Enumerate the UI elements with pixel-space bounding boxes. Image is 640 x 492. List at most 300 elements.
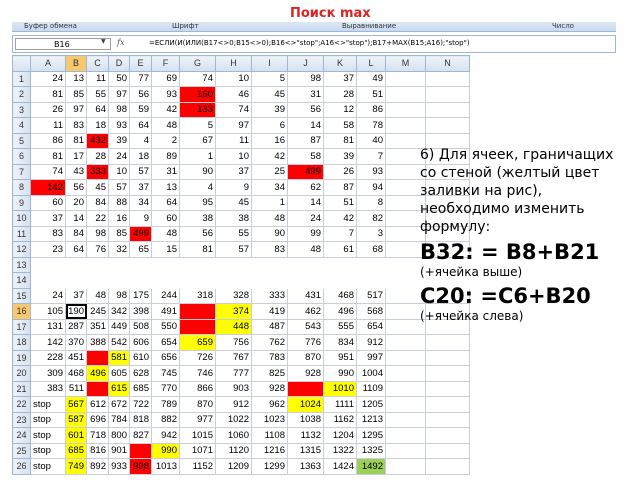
cell-e10[interactable]: 9: [130, 211, 152, 227]
cell-m1[interactable]: [386, 71, 426, 87]
cell-i17[interactable]: 487: [252, 319, 288, 335]
cell-n22[interactable]: [426, 397, 470, 413]
row-header-25[interactable]: 25: [13, 443, 31, 459]
cell-h12[interactable]: 57: [216, 242, 252, 258]
cell-b14[interactable]: [66, 273, 87, 289]
cell-i16[interactable]: 419: [252, 304, 288, 320]
cell-i8[interactable]: 34: [252, 180, 288, 196]
cell-e23[interactable]: 818: [130, 412, 152, 428]
cell-j21[interactable]: [288, 381, 324, 397]
cell-j6[interactable]: 58: [288, 149, 324, 165]
cell-k4[interactable]: 58: [324, 118, 357, 134]
cell-c14[interactable]: [87, 273, 109, 289]
cell-l15[interactable]: 517: [357, 288, 386, 304]
cell-m3[interactable]: [386, 102, 426, 118]
cell-c18[interactable]: 388: [87, 335, 109, 351]
cell-k6[interactable]: 39: [324, 149, 357, 165]
cell-n1[interactable]: [426, 71, 470, 87]
cell-f17[interactable]: 550: [152, 319, 180, 335]
cell-g24[interactable]: 1015: [180, 428, 216, 444]
cell-f20[interactable]: 745: [152, 366, 180, 382]
cell-n25[interactable]: [426, 443, 470, 459]
cell-j4[interactable]: 14: [288, 118, 324, 134]
cell-a18[interactable]: 142: [31, 335, 66, 351]
cell-g18[interactable]: 659: [180, 335, 216, 351]
chevron-down-icon[interactable]: ▼: [101, 38, 106, 45]
cell-e18[interactable]: 606: [130, 335, 152, 351]
cell-b26[interactable]: 749: [66, 459, 87, 475]
cell-g16[interactable]: [180, 304, 216, 320]
column-header-j[interactable]: J: [288, 56, 324, 72]
cell-a9[interactable]: 60: [31, 195, 66, 211]
row-header-12[interactable]: 12: [13, 242, 31, 258]
cell-k11[interactable]: 7: [324, 226, 357, 242]
cell-d6[interactable]: 24: [109, 149, 130, 165]
cell-m26[interactable]: [386, 459, 426, 475]
cell-i3[interactable]: 39: [252, 102, 288, 118]
cell-f7[interactable]: 31: [152, 164, 180, 180]
column-header-l[interactable]: L: [357, 56, 386, 72]
cell-a10[interactable]: 37: [31, 211, 66, 227]
cell-f12[interactable]: 15: [152, 242, 180, 258]
cell-a14[interactable]: [31, 273, 66, 289]
cell-c16[interactable]: 245: [87, 304, 109, 320]
cell-e2[interactable]: 56: [130, 87, 152, 103]
cell-b12[interactable]: 64: [66, 242, 87, 258]
cell-h21[interactable]: 903: [216, 381, 252, 397]
cell-g20[interactable]: 746: [180, 366, 216, 382]
cell-a16[interactable]: 105: [31, 304, 66, 320]
cell-m24[interactable]: [386, 428, 426, 444]
cell-f11[interactable]: 48: [152, 226, 180, 242]
column-header-c[interactable]: C: [87, 56, 109, 72]
formula-input[interactable]: =ЕСЛИ(И(ИЛИ(B17<>0;B15<>0);B16<>"stop";A16<>"stop");B17+MAX(B15;A16);"stop"): [149, 39, 470, 47]
cell-l13[interactable]: [357, 257, 386, 273]
cell-f26[interactable]: 1013: [152, 459, 180, 475]
cell-j18[interactable]: 776: [288, 335, 324, 351]
cell-j25[interactable]: 1315: [288, 443, 324, 459]
column-header-f[interactable]: F: [152, 56, 180, 72]
cell-c13[interactable]: [87, 257, 109, 273]
cell-f25[interactable]: 990: [152, 443, 180, 459]
cell-e8[interactable]: 37: [130, 180, 152, 196]
cell-g6[interactable]: 1: [180, 149, 216, 165]
cell-b2[interactable]: 85: [66, 87, 87, 103]
cell-m23[interactable]: [386, 412, 426, 428]
cell-j22[interactable]: 1024: [288, 397, 324, 413]
cell-e22[interactable]: 722: [130, 397, 152, 413]
row-header-19[interactable]: 19: [13, 350, 31, 366]
cell-l7[interactable]: 93: [357, 164, 386, 180]
cell-g21[interactable]: 866: [180, 381, 216, 397]
cell-e20[interactable]: 628: [130, 366, 152, 382]
cell-c22[interactable]: 612: [87, 397, 109, 413]
row-header-22[interactable]: 22: [13, 397, 31, 413]
cell-a11[interactable]: 83: [31, 226, 66, 242]
cell-i20[interactable]: 825: [252, 366, 288, 382]
cell-n20[interactable]: [426, 366, 470, 382]
cell-n21[interactable]: [426, 381, 470, 397]
cell-a25[interactable]: stop: [31, 443, 66, 459]
cell-f2[interactable]: 93: [152, 87, 180, 103]
cell-g17[interactable]: [180, 319, 216, 335]
cell-d5[interactable]: 39: [109, 133, 130, 149]
cell-b22[interactable]: 567: [66, 397, 87, 413]
column-header-a[interactable]: A: [31, 56, 66, 72]
cell-g11[interactable]: 56: [180, 226, 216, 242]
row-header-18[interactable]: 18: [13, 335, 31, 351]
cell-h2[interactable]: 46: [216, 87, 252, 103]
cell-c24[interactable]: 718: [87, 428, 109, 444]
cell-g22[interactable]: 870: [180, 397, 216, 413]
cell-a15[interactable]: 24: [31, 288, 66, 304]
cell-j7[interactable]: 499: [288, 164, 324, 180]
row-header-21[interactable]: 21: [13, 381, 31, 397]
column-header-h[interactable]: H: [216, 56, 252, 72]
row-header-15[interactable]: 15: [13, 288, 31, 304]
cell-g9[interactable]: 95: [180, 195, 216, 211]
cell-h20[interactable]: 777: [216, 366, 252, 382]
column-header-n[interactable]: N: [426, 56, 470, 72]
cell-m2[interactable]: [386, 87, 426, 103]
cell-j1[interactable]: 98: [288, 71, 324, 87]
cell-i23[interactable]: 1023: [252, 412, 288, 428]
cell-d10[interactable]: 16: [109, 211, 130, 227]
select-all-corner[interactable]: [13, 56, 31, 72]
cell-j11[interactable]: 99: [288, 226, 324, 242]
cell-m22[interactable]: [386, 397, 426, 413]
row-header-10[interactable]: 10: [13, 211, 31, 227]
cell-k17[interactable]: 555: [324, 319, 357, 335]
cell-b25[interactable]: 685: [66, 443, 87, 459]
cell-i9[interactable]: 1: [252, 195, 288, 211]
cell-d8[interactable]: 57: [109, 180, 130, 196]
cell-f10[interactable]: 60: [152, 211, 180, 227]
cell-e13[interactable]: [130, 257, 152, 273]
cell-b1[interactable]: 13: [66, 71, 87, 87]
cell-e25[interactable]: [130, 443, 152, 459]
cell-d9[interactable]: 88: [109, 195, 130, 211]
cell-j12[interactable]: 48: [288, 242, 324, 258]
cell-g14[interactable]: [180, 273, 216, 289]
cell-l1[interactable]: 49: [357, 71, 386, 87]
cell-f4[interactable]: 48: [152, 118, 180, 134]
cell-l5[interactable]: 40: [357, 133, 386, 149]
cell-d14[interactable]: [109, 273, 130, 289]
cell-k25[interactable]: 1322: [324, 443, 357, 459]
cell-a6[interactable]: 81: [31, 149, 66, 165]
row-header-26[interactable]: 26: [13, 459, 31, 475]
cell-j17[interactable]: 543: [288, 319, 324, 335]
column-header-m[interactable]: M: [386, 56, 426, 72]
cell-h3[interactable]: 74: [216, 102, 252, 118]
cell-l11[interactable]: 3: [357, 226, 386, 242]
cell-j8[interactable]: 62: [288, 180, 324, 196]
cell-c25[interactable]: 816: [87, 443, 109, 459]
cell-c15[interactable]: 48: [87, 288, 109, 304]
cell-g1[interactable]: 74: [180, 71, 216, 87]
cell-e3[interactable]: 59: [130, 102, 152, 118]
ribbon-group-clipboard[interactable]: Буфер обмена: [24, 22, 77, 30]
cell-e9[interactable]: 34: [130, 195, 152, 211]
cell-k8[interactable]: 87: [324, 180, 357, 196]
column-header-e[interactable]: E: [130, 56, 152, 72]
row-header-20[interactable]: 20: [13, 366, 31, 382]
cell-k13[interactable]: [324, 257, 357, 273]
cell-e24[interactable]: 827: [130, 428, 152, 444]
cell-h13[interactable]: [216, 257, 252, 273]
cell-c3[interactable]: 64: [87, 102, 109, 118]
cell-e16[interactable]: 398: [130, 304, 152, 320]
cell-f6[interactable]: 89: [152, 149, 180, 165]
cell-m18[interactable]: [386, 335, 426, 351]
cell-d2[interactable]: 97: [109, 87, 130, 103]
cell-g15[interactable]: 318: [180, 288, 216, 304]
row-header-16[interactable]: 16: [13, 304, 31, 320]
cell-k26[interactable]: 1424: [324, 459, 357, 475]
cell-e6[interactable]: 18: [130, 149, 152, 165]
cell-k5[interactable]: 81: [324, 133, 357, 149]
cell-a19[interactable]: 228: [31, 350, 66, 366]
cell-h24[interactable]: 1060: [216, 428, 252, 444]
cell-g12[interactable]: 81: [180, 242, 216, 258]
cell-h5[interactable]: 11: [216, 133, 252, 149]
cell-h7[interactable]: 37: [216, 164, 252, 180]
cell-h1[interactable]: 10: [216, 71, 252, 87]
ribbon-group-alignment[interactable]: Выравнивание: [342, 22, 397, 30]
cell-n4[interactable]: [426, 118, 470, 134]
cell-d23[interactable]: 784: [109, 412, 130, 428]
cell-k14[interactable]: [324, 273, 357, 289]
row-header-8[interactable]: 8: [13, 180, 31, 196]
cell-e19[interactable]: 610: [130, 350, 152, 366]
cell-f1[interactable]: 69: [152, 71, 180, 87]
cell-c8[interactable]: 45: [87, 180, 109, 196]
cell-m20[interactable]: [386, 366, 426, 382]
cell-l18[interactable]: 912: [357, 335, 386, 351]
cell-g19[interactable]: 726: [180, 350, 216, 366]
cell-i1[interactable]: 5: [252, 71, 288, 87]
cell-e26[interactable]: 998: [130, 459, 152, 475]
cell-f13[interactable]: [152, 257, 180, 273]
cell-h6[interactable]: 10: [216, 149, 252, 165]
cell-f9[interactable]: 64: [152, 195, 180, 211]
column-header-i[interactable]: I: [252, 56, 288, 72]
cell-k19[interactable]: 951: [324, 350, 357, 366]
cell-i12[interactable]: 83: [252, 242, 288, 258]
cell-e5[interactable]: 4: [130, 133, 152, 149]
cell-a23[interactable]: stop: [31, 412, 66, 428]
cell-j5[interactable]: 87: [288, 133, 324, 149]
cell-g2[interactable]: 160: [180, 87, 216, 103]
cell-j23[interactable]: 1038: [288, 412, 324, 428]
row-header-23[interactable]: 23: [13, 412, 31, 428]
cell-g10[interactable]: 38: [180, 211, 216, 227]
cell-b4[interactable]: 83: [66, 118, 87, 134]
cell-d25[interactable]: 901: [109, 443, 130, 459]
row-header-2[interactable]: 2: [13, 87, 31, 103]
cell-h16[interactable]: 374: [216, 304, 252, 320]
cell-a26[interactable]: stop: [31, 459, 66, 475]
cell-h15[interactable]: 328: [216, 288, 252, 304]
cell-l14[interactable]: [357, 273, 386, 289]
fx-icon[interactable]: fx: [117, 38, 125, 47]
cell-i2[interactable]: 45: [252, 87, 288, 103]
cell-i15[interactable]: 333: [252, 288, 288, 304]
cell-i14[interactable]: [252, 273, 288, 289]
cell-b20[interactable]: 468: [66, 366, 87, 382]
cell-m4[interactable]: [386, 118, 426, 134]
row-header-17[interactable]: 17: [13, 319, 31, 335]
row-header-24[interactable]: 24: [13, 428, 31, 444]
cell-g13[interactable]: [180, 257, 216, 273]
cell-d15[interactable]: 98: [109, 288, 130, 304]
cell-k2[interactable]: 28: [324, 87, 357, 103]
cell-c10[interactable]: 22: [87, 211, 109, 227]
cell-b23[interactable]: 587: [66, 412, 87, 428]
cell-k10[interactable]: 42: [324, 211, 357, 227]
cell-b9[interactable]: 20: [66, 195, 87, 211]
cell-n3[interactable]: [426, 102, 470, 118]
cell-k1[interactable]: 37: [324, 71, 357, 87]
cell-n23[interactable]: [426, 412, 470, 428]
cell-g4[interactable]: 5: [180, 118, 216, 134]
cell-d1[interactable]: 50: [109, 71, 130, 87]
cell-k21[interactable]: 1010: [324, 381, 357, 397]
cell-f15[interactable]: 244: [152, 288, 180, 304]
row-header-7[interactable]: 7: [13, 164, 31, 180]
cell-i19[interactable]: 783: [252, 350, 288, 366]
cell-k24[interactable]: 1204: [324, 428, 357, 444]
cell-c23[interactable]: 696: [87, 412, 109, 428]
cell-h26[interactable]: 1209: [216, 459, 252, 475]
cell-b13[interactable]: [66, 257, 87, 273]
cell-n26[interactable]: [426, 459, 470, 475]
cell-e14[interactable]: [130, 273, 152, 289]
cell-l19[interactable]: 997: [357, 350, 386, 366]
cell-i11[interactable]: 90: [252, 226, 288, 242]
cell-h10[interactable]: 38: [216, 211, 252, 227]
cell-n2[interactable]: [426, 87, 470, 103]
cell-d4[interactable]: 93: [109, 118, 130, 134]
cell-i6[interactable]: 42: [252, 149, 288, 165]
cell-j16[interactable]: 462: [288, 304, 324, 320]
cell-b21[interactable]: 511: [66, 381, 87, 397]
cell-h9[interactable]: 45: [216, 195, 252, 211]
cell-i4[interactable]: 6: [252, 118, 288, 134]
cell-f24[interactable]: 942: [152, 428, 180, 444]
cell-b7[interactable]: 43: [66, 164, 87, 180]
column-header-g[interactable]: G: [180, 56, 216, 72]
cell-c1[interactable]: 11: [87, 71, 109, 87]
cell-f8[interactable]: 13: [152, 180, 180, 196]
cell-l25[interactable]: 1325: [357, 443, 386, 459]
cell-i21[interactable]: 928: [252, 381, 288, 397]
cell-d13[interactable]: [109, 257, 130, 273]
cell-l3[interactable]: 86: [357, 102, 386, 118]
cell-a8[interactable]: 142: [31, 180, 66, 196]
cell-a17[interactable]: 131: [31, 319, 66, 335]
cell-l9[interactable]: 8: [357, 195, 386, 211]
cell-h18[interactable]: 756: [216, 335, 252, 351]
cell-e11[interactable]: 499: [130, 226, 152, 242]
cell-f3[interactable]: 42: [152, 102, 180, 118]
cell-i5[interactable]: 16: [252, 133, 288, 149]
cell-e21[interactable]: 685: [130, 381, 152, 397]
cell-c19[interactable]: [87, 350, 109, 366]
cell-j10[interactable]: 24: [288, 211, 324, 227]
column-header-d[interactable]: D: [109, 56, 130, 72]
cell-b11[interactable]: 84: [66, 226, 87, 242]
cell-l23[interactable]: 1213: [357, 412, 386, 428]
cell-l22[interactable]: 1205: [357, 397, 386, 413]
cell-j13[interactable]: [288, 257, 324, 273]
cell-m25[interactable]: [386, 443, 426, 459]
row-header-3[interactable]: 3: [13, 102, 31, 118]
cell-d19[interactable]: 581: [109, 350, 130, 366]
cell-d20[interactable]: 605: [109, 366, 130, 382]
cell-f23[interactable]: 882: [152, 412, 180, 428]
cell-n24[interactable]: [426, 428, 470, 444]
cell-f19[interactable]: 656: [152, 350, 180, 366]
cell-c9[interactable]: 84: [87, 195, 109, 211]
cell-f16[interactable]: 491: [152, 304, 180, 320]
cell-k22[interactable]: 1111: [324, 397, 357, 413]
cell-c21[interactable]: [87, 381, 109, 397]
cell-c5[interactable]: 432: [87, 133, 109, 149]
cell-c2[interactable]: 55: [87, 87, 109, 103]
cell-k16[interactable]: 496: [324, 304, 357, 320]
cell-h8[interactable]: 9: [216, 180, 252, 196]
cell-a13[interactable]: [31, 257, 66, 273]
cell-d24[interactable]: 800: [109, 428, 130, 444]
row-header-6[interactable]: 6: [13, 149, 31, 165]
cell-l17[interactable]: 654: [357, 319, 386, 335]
row-header-13[interactable]: 13: [13, 257, 31, 273]
cell-i25[interactable]: 1216: [252, 443, 288, 459]
cell-a1[interactable]: 24: [31, 71, 66, 87]
cell-j20[interactable]: 928: [288, 366, 324, 382]
cell-l12[interactable]: 68: [357, 242, 386, 258]
cell-a5[interactable]: 86: [31, 133, 66, 149]
cell-f21[interactable]: 770: [152, 381, 180, 397]
cell-l10[interactable]: 82: [357, 211, 386, 227]
cell-b3[interactable]: 97: [66, 102, 87, 118]
cell-n19[interactable]: [426, 350, 470, 366]
cell-g7[interactable]: 90: [180, 164, 216, 180]
cell-j3[interactable]: 56: [288, 102, 324, 118]
cell-l16[interactable]: 568: [357, 304, 386, 320]
cell-h14[interactable]: [216, 273, 252, 289]
cell-g23[interactable]: 977: [180, 412, 216, 428]
cell-k3[interactable]: 12: [324, 102, 357, 118]
cell-f5[interactable]: 2: [152, 133, 180, 149]
cell-a4[interactable]: 11: [31, 118, 66, 134]
cell-d7[interactable]: 10: [109, 164, 130, 180]
cell-l20[interactable]: 1004: [357, 366, 386, 382]
cell-l8[interactable]: 94: [357, 180, 386, 196]
cell-i24[interactable]: 1108: [252, 428, 288, 444]
column-header-b[interactable]: B: [66, 56, 87, 72]
cell-l21[interactable]: 1109: [357, 381, 386, 397]
cell-j24[interactable]: 1132: [288, 428, 324, 444]
cell-a3[interactable]: 26: [31, 102, 66, 118]
cell-m19[interactable]: [386, 350, 426, 366]
cell-j26[interactable]: 1363: [288, 459, 324, 475]
cell-l26[interactable]: 1492: [357, 459, 386, 475]
cell-b5[interactable]: 81: [66, 133, 87, 149]
cell-h22[interactable]: 912: [216, 397, 252, 413]
